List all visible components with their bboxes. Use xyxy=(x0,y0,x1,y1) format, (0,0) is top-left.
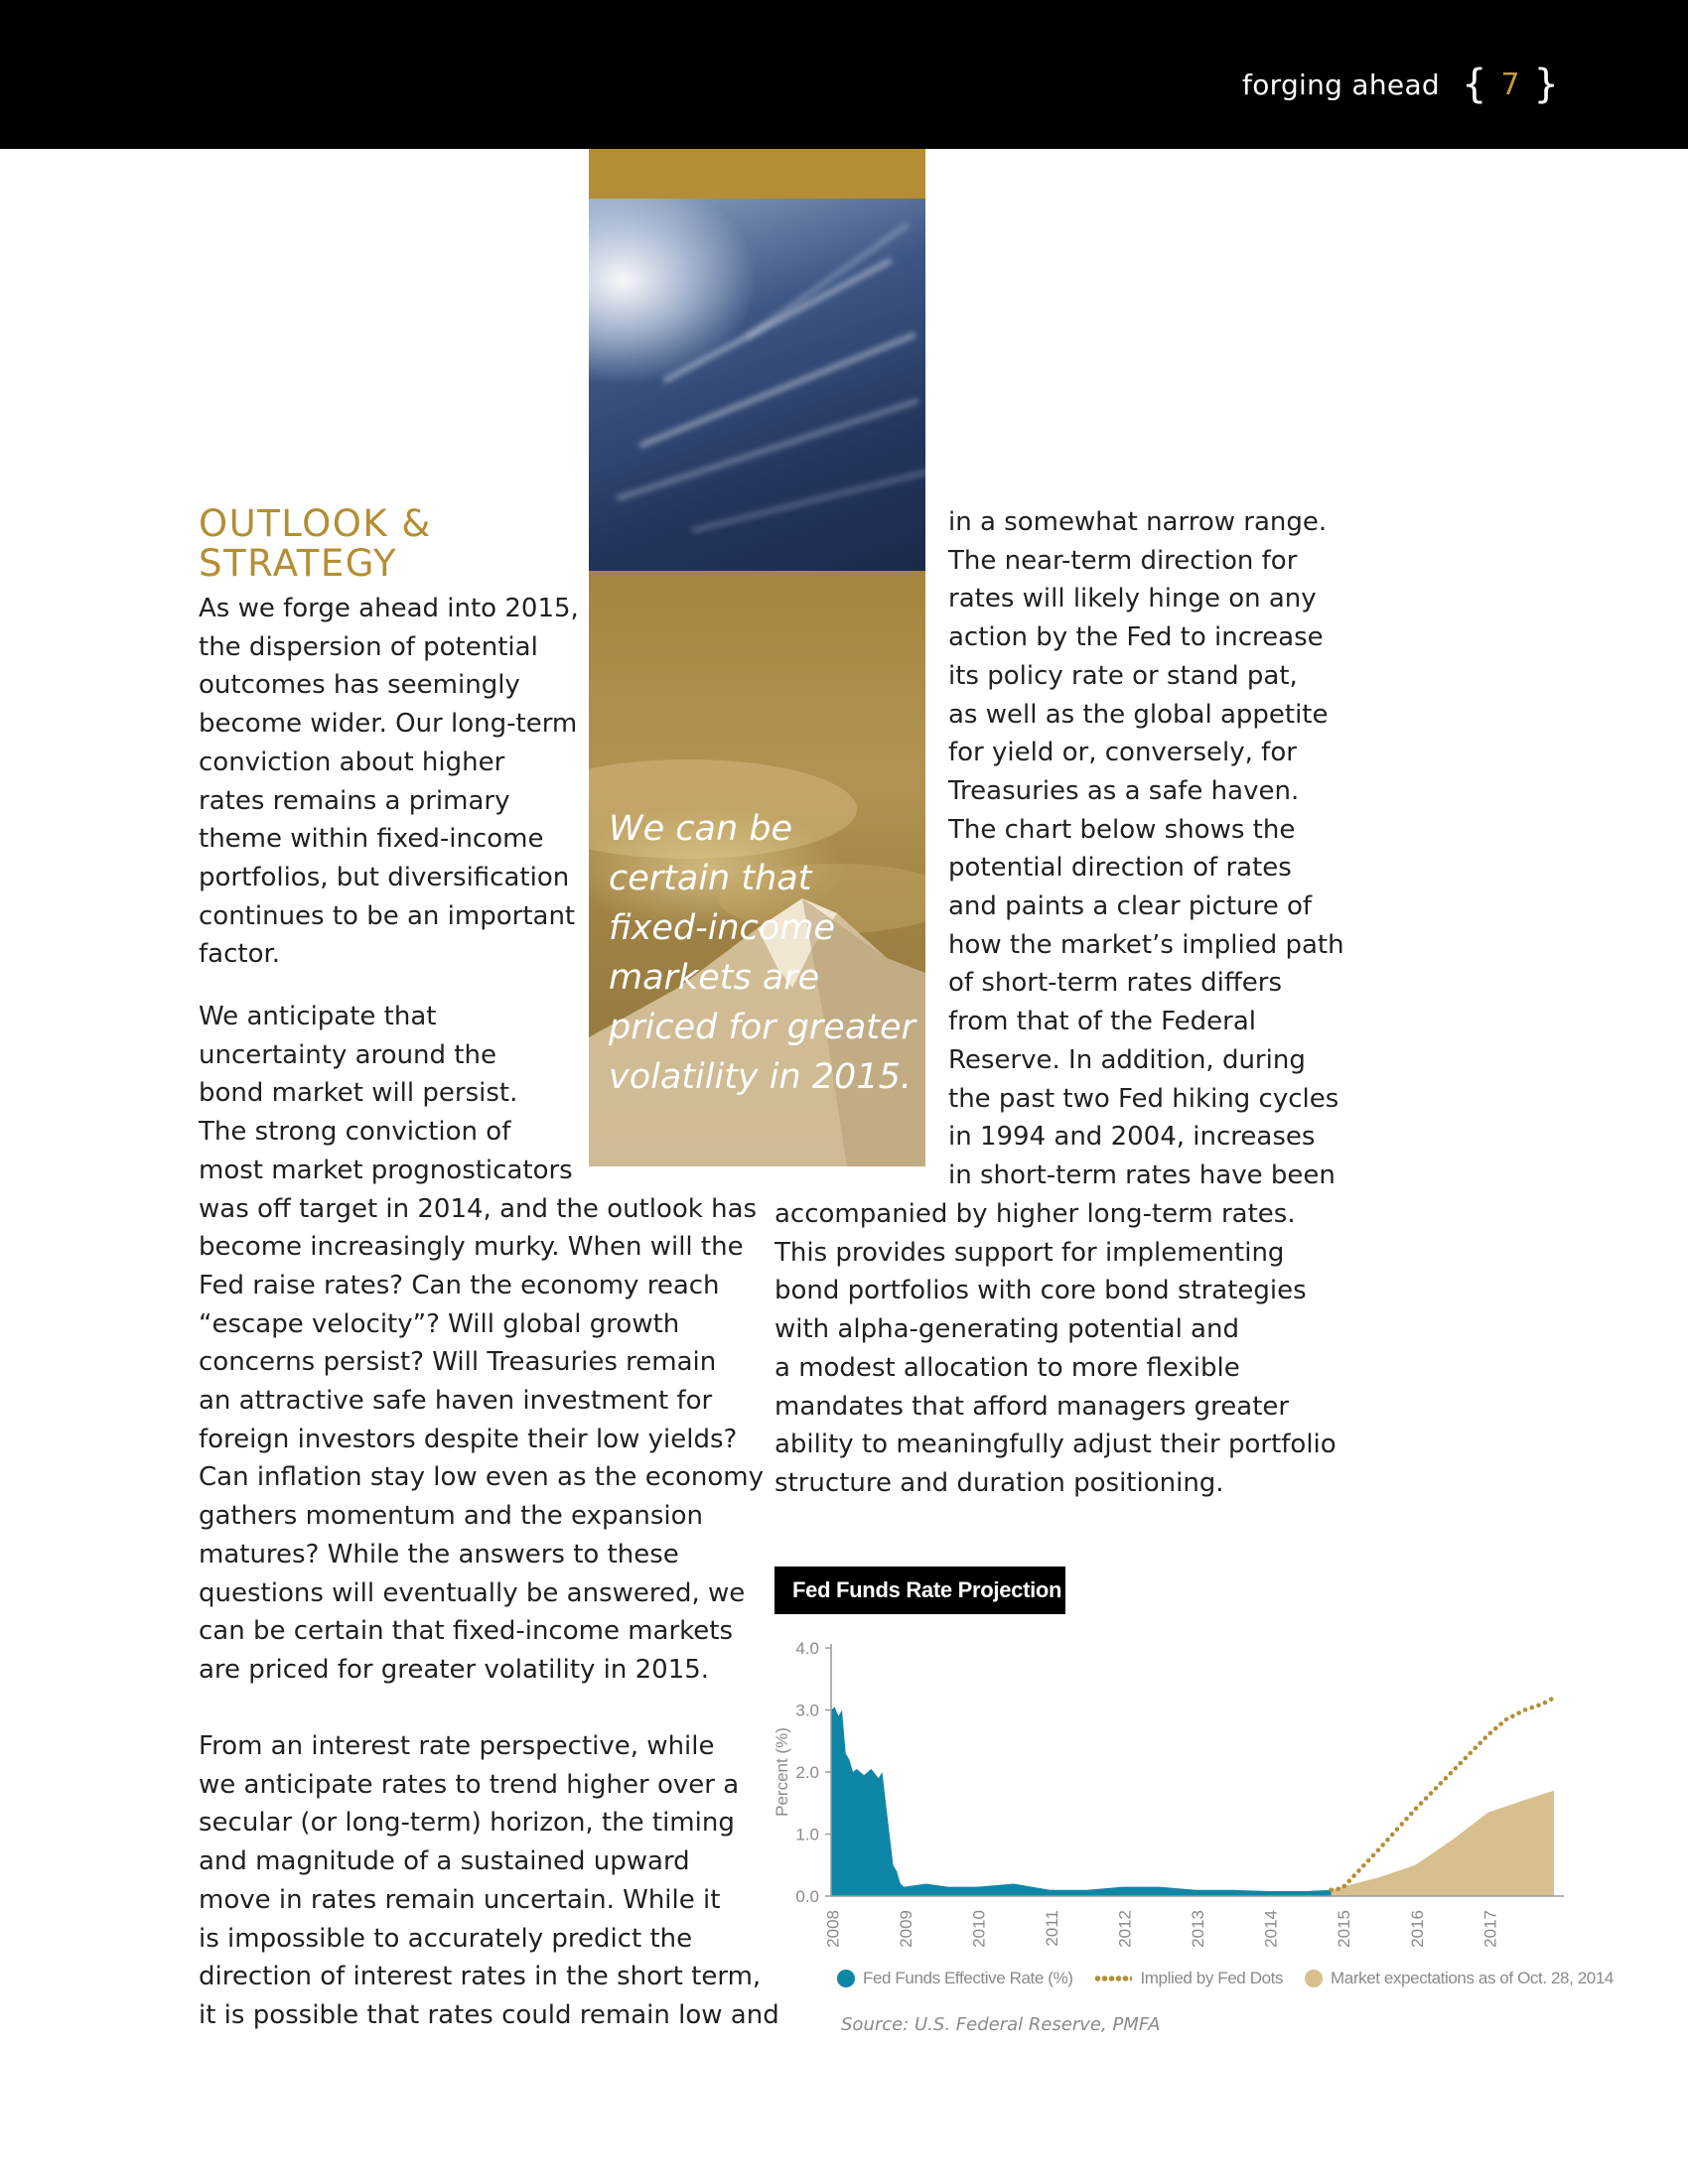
text-line: factor. xyxy=(199,939,281,970)
text-line: rates remains a primary xyxy=(199,785,510,816)
text-line: uncertainty around the xyxy=(199,1039,496,1070)
text-line: in a somewhat narrow range. xyxy=(948,507,1328,537)
y-tick-label: 0.0 xyxy=(795,1887,819,1906)
text-line: Reserve. In addition, during xyxy=(948,1044,1306,1075)
text-line: become wider. Our long-term xyxy=(199,709,578,740)
text-line: direction of interest rates in the short term, xyxy=(199,1962,762,1992)
brace-close: } xyxy=(1533,62,1559,107)
text-line: structure and duration positioning. xyxy=(774,1467,1224,1498)
text-line: rates will likely hinge on any xyxy=(948,584,1317,614)
text-line: The strong conviction of xyxy=(199,1117,511,1148)
chart-title: Fed Funds Rate Projection xyxy=(774,1567,1065,1614)
text-line: most market prognosticators xyxy=(199,1155,573,1185)
text-line: become increasingly murky. When will the xyxy=(199,1232,744,1263)
x-tick-label: 2016 xyxy=(1407,1910,1427,1948)
col2-paragraph-lower xyxy=(774,1195,1336,1503)
y-axis-label: Percent (%) xyxy=(773,1727,791,1817)
text-line: portfolios, but diversification xyxy=(199,862,570,892)
text-line: gathers momentum and the expansion xyxy=(199,1501,704,1532)
text-line: mandates that afford managers greater xyxy=(774,1391,1290,1422)
legend-label: Market expectations as of Oct. 28, 2014 xyxy=(1331,1969,1614,1987)
text-line: an attractive safe haven investment for xyxy=(199,1386,713,1417)
legend-item-dots xyxy=(1094,1969,1283,1988)
col1-paragraph-1 xyxy=(199,590,579,974)
y-tick-label: 4.0 xyxy=(795,1639,819,1658)
x-tick-label: 2011 xyxy=(1043,1910,1062,1947)
text-line: was off target in 2014, and the outlook has xyxy=(199,1193,758,1224)
text-line: the dispersion of potential xyxy=(199,631,538,662)
col2-paragraph-upper xyxy=(948,503,1344,1195)
text-line: Can inflation stay low even as the economy xyxy=(199,1462,764,1493)
legend-label: Implied by Fed Dots xyxy=(1140,1969,1284,1987)
text-line: As we forge ahead into 2015, xyxy=(199,594,579,623)
text-line: Treasuries as a safe haven. xyxy=(948,775,1300,806)
text-line: This provides support for implementing xyxy=(774,1237,1285,1268)
text-line: action by the Fed to increase xyxy=(948,622,1324,653)
y-tick-label: 2.0 xyxy=(795,1763,819,1782)
text-line: and magnitude of a sustained upward xyxy=(199,1846,690,1877)
text-line: can be certain that fixed-income markets xyxy=(199,1616,734,1647)
text-line: questions will eventually be answered, we xyxy=(199,1577,746,1608)
legend-label: Fed Funds Effective Rate (%) xyxy=(863,1969,1073,1987)
text-line: its policy rate or stand pat, xyxy=(948,660,1298,691)
text-line: for yield or, conversely, for xyxy=(948,738,1297,768)
text-line: The near-term direction for xyxy=(948,545,1298,576)
text-line: The chart below shows the xyxy=(948,814,1296,845)
market-expectations-area xyxy=(1332,1791,1554,1896)
text-line: From an interest rate perspective, while xyxy=(199,1731,715,1761)
text-line: theme within fixed-income xyxy=(199,824,544,855)
legend-item-market xyxy=(1305,1969,1614,1988)
text-line: secular (or long-term) horizon, the timing xyxy=(199,1808,735,1839)
section-title: forging ahead xyxy=(1242,68,1440,101)
fed-funds-chart xyxy=(770,1628,1564,2005)
text-line: Fed raise rates? Can the economy reach xyxy=(199,1270,720,1300)
text-line: it is possible that rates could remain low and xyxy=(199,1999,779,2030)
fed-funds-effective-area xyxy=(831,1706,1332,1896)
pull-quote: We can be certain that fixed-income markets are priced for greater volatility in 2015. xyxy=(609,809,915,1097)
text-line: the past two Fed hiking cycles xyxy=(948,1083,1339,1114)
text-line: outcomes has seemingly xyxy=(199,670,520,701)
x-tick-label: 2008 xyxy=(823,1910,843,1948)
chart-source: Source: U.S. Federal Reserve, PMFA xyxy=(841,2014,1161,2035)
sky-image xyxy=(589,199,925,571)
x-tick-label: 2012 xyxy=(1115,1910,1135,1948)
text-line: is impossible to accurately predict the xyxy=(199,1923,693,1954)
y-tick-label: 3.0 xyxy=(795,1701,819,1720)
running-header xyxy=(1242,62,1559,107)
col1-paragraph-3 xyxy=(199,1727,779,2035)
text-line: bond market will persist. xyxy=(199,1078,518,1109)
x-tick-label: 2013 xyxy=(1189,1910,1208,1948)
text-line: are priced for greater volatility in 2015. xyxy=(199,1654,710,1685)
text-line: potential direction of rates xyxy=(948,853,1292,884)
text-line: and paints a clear picture of xyxy=(948,891,1313,922)
text-line: ability to meaningfully adjust their portfolio xyxy=(774,1430,1336,1460)
teal-dot-icon xyxy=(837,1970,855,1987)
sand-dot-icon xyxy=(1305,1970,1323,1987)
dotted-line-icon xyxy=(1094,1976,1132,1981)
text-line: as well as the global appetite xyxy=(948,699,1329,730)
y-tick-label: 1.0 xyxy=(795,1825,819,1844)
text-line: concerns persist? Will Treasuries remain xyxy=(199,1347,717,1378)
text-line: move in rates remain uncertain. While it xyxy=(199,1884,721,1915)
text-line: we anticipate rates to trend higher over a xyxy=(199,1769,740,1800)
x-tick-label: 2009 xyxy=(897,1910,916,1948)
legend-item-effective xyxy=(837,1969,1072,1988)
page-number: 7 xyxy=(1500,67,1520,102)
text-line: bond portfolios with core bond strategies xyxy=(774,1276,1307,1306)
text-line: from that of the Federal xyxy=(948,1007,1256,1037)
text-line: of short-term rates differs xyxy=(948,968,1283,999)
text-line: “escape velocity”? Will global growth xyxy=(199,1308,680,1339)
text-line: conviction about higher xyxy=(199,747,505,777)
text-line: how the market’s implied path xyxy=(948,929,1344,960)
text-line: accompanied by higher long-term rates. xyxy=(774,1199,1296,1229)
section-heading: OUTLOOK & STRATEGY xyxy=(199,502,432,585)
text-line: We anticipate that xyxy=(199,1002,437,1031)
text-line: a modest allocation to more flexible xyxy=(774,1352,1240,1383)
gold-band xyxy=(589,149,925,199)
text-line: with alpha-generating potential and xyxy=(774,1314,1239,1345)
text-line: in short-term rates have been xyxy=(948,1160,1336,1190)
chart-legend xyxy=(837,1969,1635,1988)
text-line: in 1994 and 2004, increases xyxy=(948,1122,1316,1153)
x-tick-label: 2017 xyxy=(1480,1910,1500,1948)
x-tick-label: 2015 xyxy=(1335,1910,1354,1948)
text-line: continues to be an important xyxy=(199,900,576,931)
x-tick-label: 2014 xyxy=(1261,1910,1281,1948)
brace-open: { xyxy=(1462,62,1487,107)
text-line: matures? While the answers to these xyxy=(199,1539,679,1570)
x-tick-label: 2010 xyxy=(969,1910,989,1948)
text-line: foreign investors despite their low yields? xyxy=(199,1424,738,1454)
col1-paragraph-2 xyxy=(199,998,764,1690)
